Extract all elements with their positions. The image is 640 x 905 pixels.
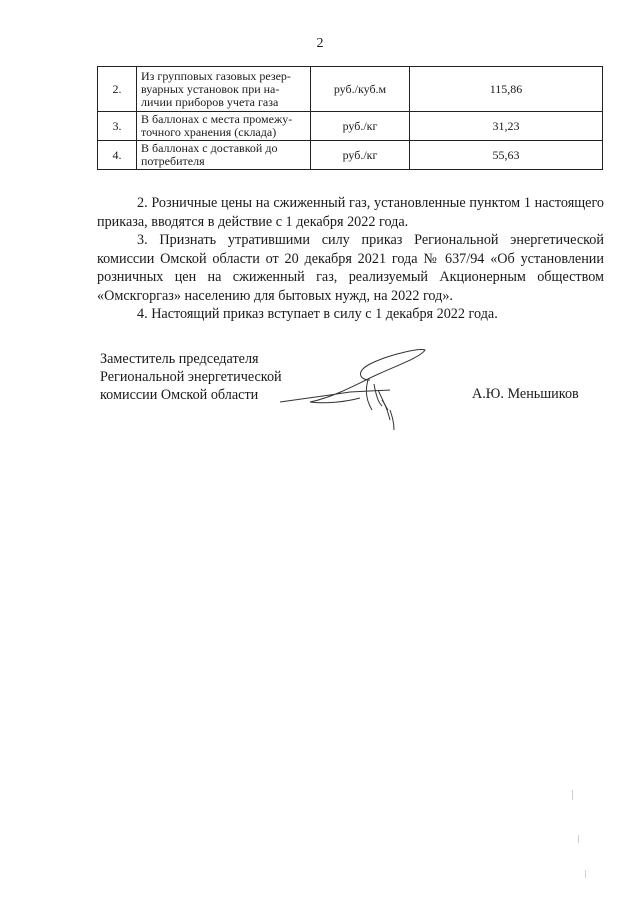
table-row <box>98 67 603 112</box>
signer-title-line: Региональной энергетической <box>100 369 282 385</box>
row-number: 3. <box>98 112 137 141</box>
row-unit: руб./кг <box>311 141 410 170</box>
description-line: В баллонах с места промежу- <box>141 112 293 126</box>
signer-title-line: Заместитель председателя <box>100 351 259 367</box>
row-unit: руб./кг <box>311 112 410 141</box>
table-row <box>98 141 603 170</box>
row-value: 31,23 <box>410 112 603 141</box>
signer-title-line: комиссии Омской области <box>100 387 259 403</box>
row-value: 115,86 <box>410 67 603 112</box>
scan-artifact <box>585 870 586 878</box>
page-number: 2 <box>316 36 324 51</box>
row-number: 4. <box>98 141 137 170</box>
description-line: вуарных установок при на- <box>141 81 280 96</box>
row-description <box>137 112 311 141</box>
scan-artifact <box>578 835 579 843</box>
description-line: личии приборов учета газа <box>141 94 279 109</box>
description-line: потребителя <box>141 154 205 168</box>
paragraph-entry-into-force: 4. Настоящий приказ вступает в силу с 1 декабря 2022 года. <box>137 306 498 322</box>
handwritten-signature <box>270 340 440 440</box>
description-line: В баллонах с доставкой до <box>141 141 278 155</box>
description-line: Из групповых газовых резер- <box>141 68 291 83</box>
row-number: 2. <box>98 67 137 112</box>
paragraph-effective-date: 2. Розничные цены на сжиженный газ, установленные пунктом 1 настоящего приказа, вводятся в действие с 1 декабря 2022 года. <box>97 195 604 230</box>
signer-name: А.Ю. Меньшиков <box>472 386 579 402</box>
paragraph-repeal: 3. Признать утратившими силу приказ Региональной энергетической комиссии Омской области от 20 декабря 2021 года № 637/94 «Об установлении розничных цен на сжиженный газ, реализуемый Акционерным обществом «Омскгоргаз» населению для бытовых нужд, на 2022 год». <box>97 232 604 304</box>
signer-position <box>100 350 282 404</box>
description-line: точного хранения (склада) <box>141 125 277 139</box>
scan-artifact <box>572 790 573 800</box>
row-value: 55,63 <box>410 141 603 170</box>
table-row <box>98 112 603 141</box>
row-description <box>137 67 311 112</box>
tariff-table <box>97 66 603 170</box>
row-unit: руб./куб.м <box>311 67 410 112</box>
order-body <box>97 194 604 324</box>
row-description <box>137 141 311 170</box>
